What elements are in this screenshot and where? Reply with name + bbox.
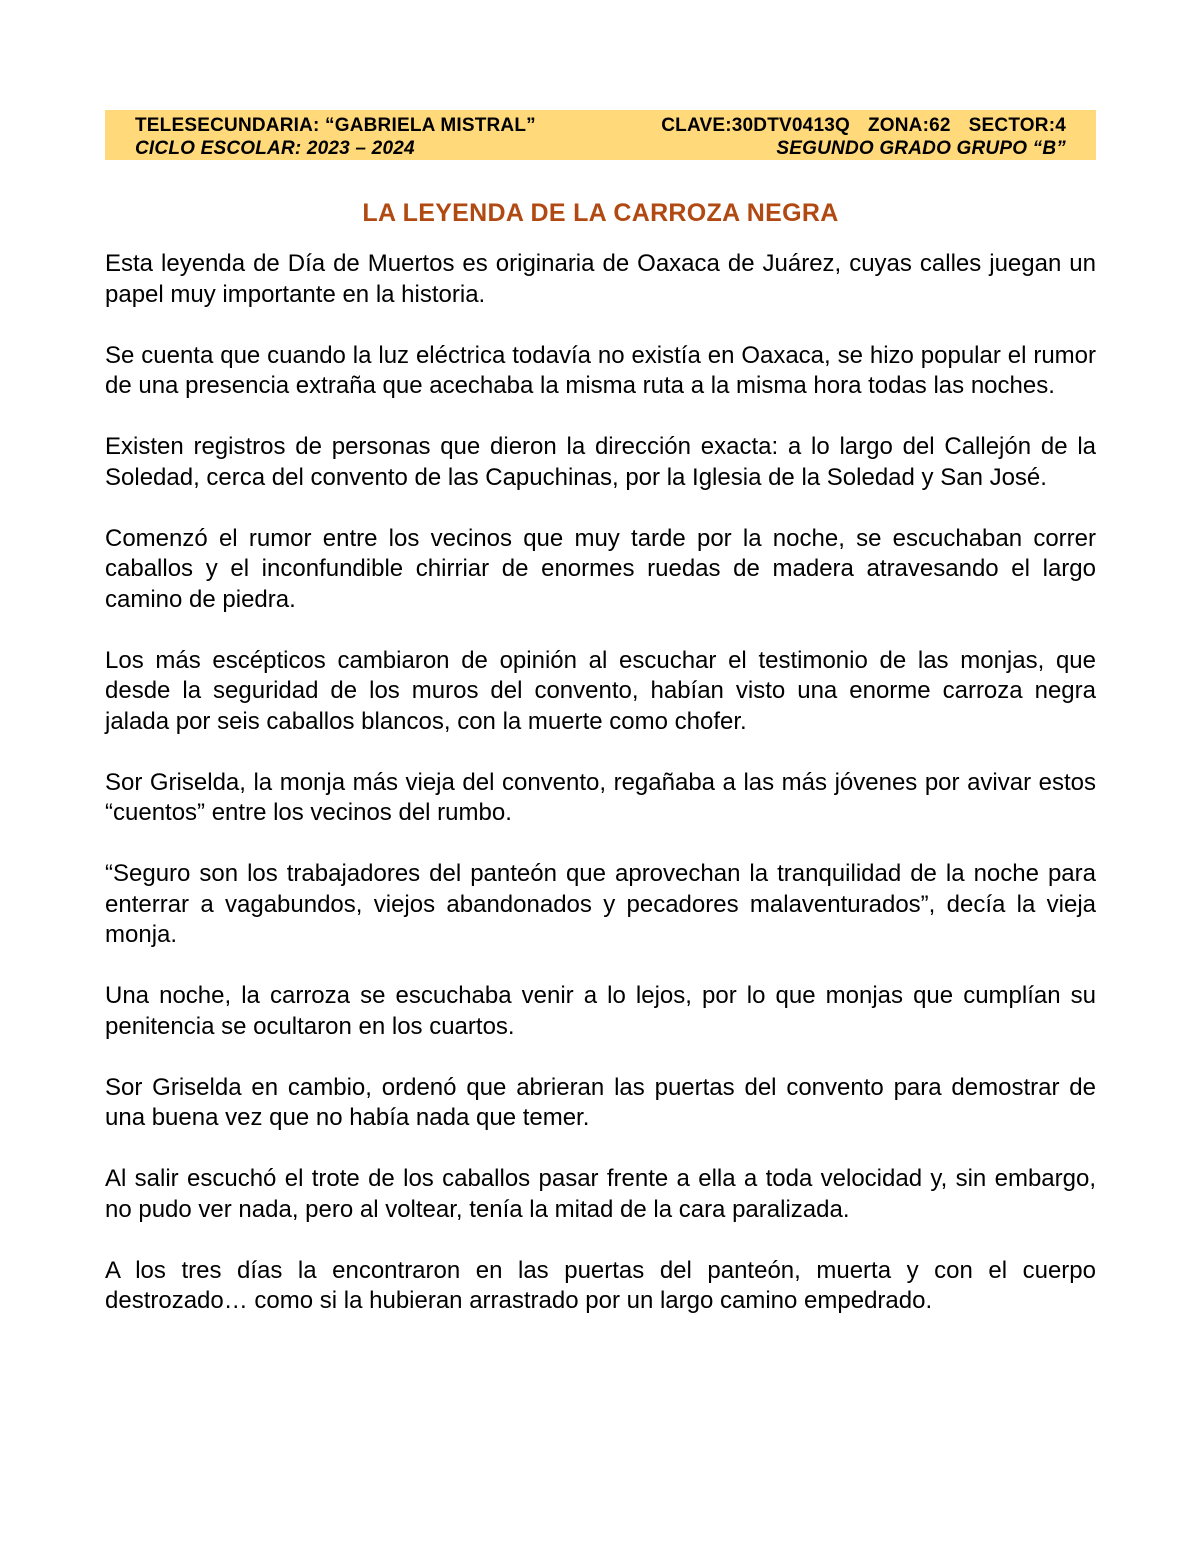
header-row-cycle [135, 137, 1066, 160]
paragraph: Sor Griselda en cambio, ordenó que abrieran las puertas del convento para demostrar de una buena vez que no había nada que temer. [105, 1073, 1096, 1131]
paragraph: Una noche, la carroza se escuchaba venir a lo lejos, por lo que monjas que cumplían su penitencia se ocultaron en los cuartos. [105, 982, 1096, 1040]
paragraph: Comenzó el rumor entre los vecinos que muy tarde por la noche, se escuchaban correr caballos y el inconfundible chirriar de enormes ruedas de madera atravesando el largo camino de piedra. [105, 524, 1096, 613]
grade-group: SEGUNDO GRADO GRUPO “B” [776, 138, 1066, 159]
document-title: LA LEYENDA DE LA CARROZA NEGRA [362, 199, 839, 227]
story-body [105, 249, 1096, 1347]
paragraph: Esta leyenda de Día de Muertos es originaria de Oaxaca de Juárez, cuyas calles juegan un papel muy importante en la historia. [105, 250, 1096, 308]
school-codes [661, 114, 1066, 137]
school-name: TELESECUNDARIA: “GABRIELA MISTRAL” [135, 115, 536, 136]
school-header [105, 110, 1096, 160]
school-zona: ZONA:62 [867, 115, 951, 136]
paragraph: A los tres días la encontraron en las puertas del panteón, muerta y con el cuerpo destrozado… como si la hubieran arrastrado por un largo camino empedrado. [105, 1256, 1096, 1314]
header-row-school [135, 114, 1066, 137]
paragraph: Se cuenta que cuando la luz eléctrica todavía no existía en Oaxaca, se hizo popular el rumor de una presencia extraña que acechaba la misma ruta a la misma hora todas las noches. [105, 341, 1096, 399]
paragraph: Sor Griselda, la monja más vieja del convento, regañaba a las más jóvenes por avivar estos “cuentos” entre los vecinos del rumbo. [105, 768, 1096, 826]
school-cycle: CICLO ESCOLAR: 2023 – 2024 [135, 138, 415, 159]
paragraph: “Seguro son los trabajadores del panteón que aprovechan la tranquilidad de la noche para enterrar a vagabundos, viejos abandonados y pecadores malaventurados”, decía la vieja monja. [105, 860, 1096, 948]
paragraph: Los más escépticos cambiaron de opinión al escuchar el testimonio de las monjas, que desde la seguridad de los muros del convento, habían visto una enorme carroza negra jalada por seis caballos blancos, con la muerte como chofer. [105, 646, 1096, 735]
school-clave: CLAVE:30DTV0413Q [661, 115, 850, 136]
paragraph: Al salir escuchó el trote de los caballos pasar frente a ella a toda velocidad y, sin embargo, no pudo ver nada, pero al voltear, tenía la mitad de la cara paralizada. [105, 1165, 1096, 1223]
paragraph: Existen registros de personas que dieron la dirección exacta: a lo largo del Callejón de la Soledad, cerca del convento de las Capuchinas, por la Iglesia de la Soledad y San José. [105, 433, 1096, 491]
school-sector: SECTOR:4 [968, 115, 1066, 136]
